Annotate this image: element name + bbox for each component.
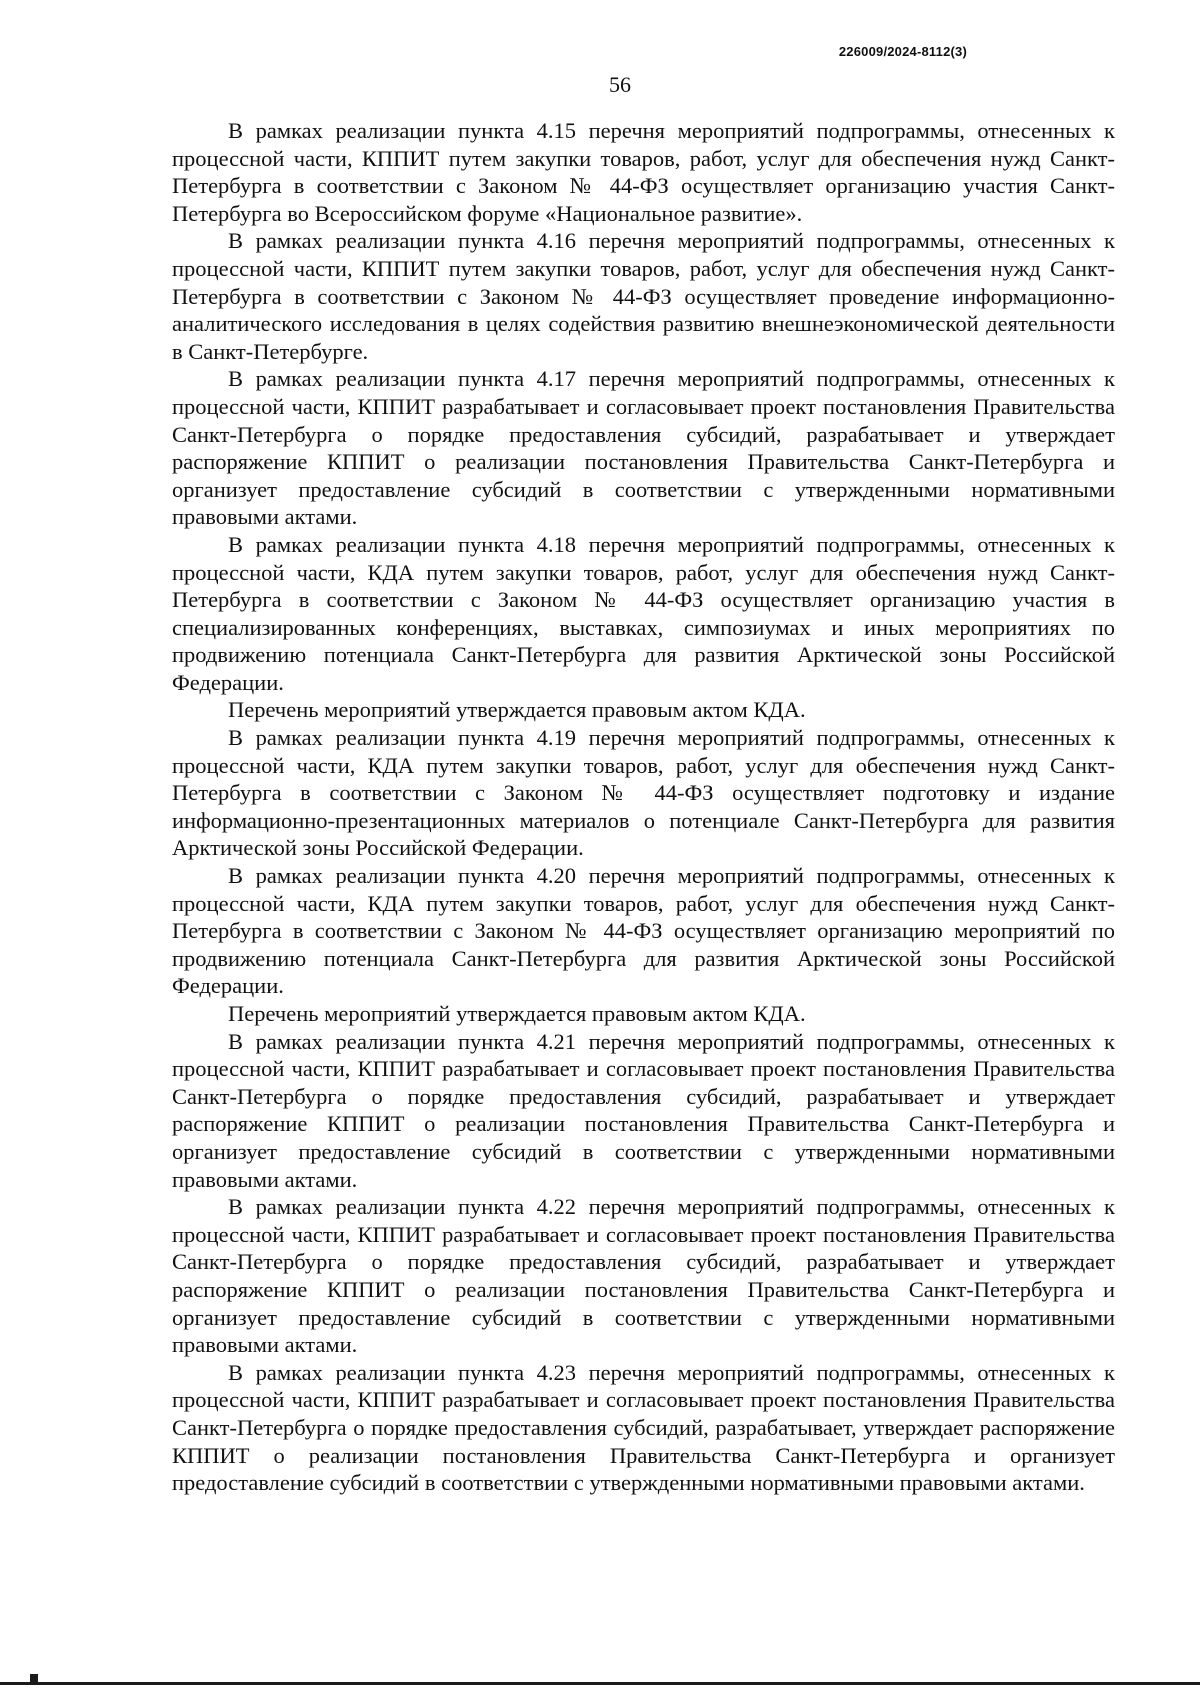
paragraph-4-17: В рамках реализации пункта 4.17 перечня мероприятий подпрограммы, отнесенных к процессной части, КППИТ разрабатывает и согласовывает проект постановления Правительства Санкт-Петербурга о порядке предоставления субсидий, разрабатывает и утверждает распоряжение КППИТ о реализации постановления Правительства Санкт-Петербурга и организует предоставление субсидий в соответствии с утвержденными нормативными правовыми актами.	[172, 366, 1115, 530]
paragraph-4-21: В рамках реализации пункта 4.21 перечня мероприятий подпрограммы, отнесенных к процессной части, КППИТ разрабатывает и согласовывает проект постановления Правительства Санкт-Петербурга о порядке предоставления субсидий, разрабатывает и утверждает распоряжение КППИТ о реализации постановления Правительства Санкт-Петербурга и организует предоставление субсидий в соответствии с утвержденными нормативными правовыми актами.	[172, 1028, 1115, 1192]
paragraph-4-19: В рамках реализации пункта 4.19 перечня мероприятий подпрограммы, отнесенных к процессной части, КДА путем закупки товаров, работ, услуг для обеспечения нужд Санкт-Петербурга в соответствии с Законом № 44-ФЗ осуществляет подготовку и издание информационно-презентационных материалов о потенциале Санкт-Петербурга для развития Арктической зоны Российской Федерации.	[172, 725, 1115, 861]
scan-bottom-edge	[0, 1682, 1200, 1685]
paragraph-events-list-kda: Перечень мероприятий утверждается правовым актом КДА.	[228, 697, 806, 723]
paragraph-4-23: В рамках реализации пункта 4.23 перечня мероприятий подпрограммы, отнесенных к процессной части, КППИТ разрабатывает и согласовывает проект постановления Правительства Санкт-Петербурга о порядке предоставления субсидий, разрабатывает, утверждает распоряжение КППИТ о реализации постановления Правительства Санкт-Петербурга и организует предоставление субсидий в соответствии с утвержденными нормативными правовыми актами.	[172, 1359, 1115, 1496]
paragraph-4-16: В рамках реализации пункта 4.16 перечня мероприятий подпрограммы, отнесенных к процессной части, КППИТ путем закупки товаров, работ, услуг для обеспечения нужд Санкт-Петербурга в соответствии с Законом № 44-ФЗ осуществляет проведение информационно-аналитического исследования в целях содействия развитию внешнеэкономической деятельности в Санкт-Петербурге.	[172, 228, 1115, 364]
document-number: 226009/2024-8112(3)	[838, 44, 967, 59]
paragraph-events-list-kda-2: Перечень мероприятий утверждается правовым актом КДА.	[228, 1001, 806, 1026]
document-body	[172, 117, 1115, 1497]
paragraph-4-15: В рамках реализации пункта 4.15 перечня мероприятий подпрограммы, отнесенных к процессной части, КППИТ путем закупки товаров, работ, услуг для обеспечения нужд Санкт-Петербурга в соответствии с Законом № 44-ФЗ осуществляет организацию участия Санкт-Петербурга во Всероссийском форуме «Национальное развитие».	[172, 118, 1115, 226]
paragraph-4-20: В рамках реализации пункта 4.20 перечня мероприятий подпрограммы, отнесенных к процессной части, КДА путем закупки товаров, работ, услуг для обеспечения нужд Санкт-Петербурга в соответствии с Законом № 44-ФЗ осуществляет организацию мероприятий по продвижению потенциала Санкт-Петербурга для развития Арктической зоны Российской Федерации.	[172, 863, 1115, 999]
paragraph-4-22: В рамках реализации пункта 4.22 перечня мероприятий подпрограммы, отнесенных к процессной части, КППИТ разрабатывает и согласовывает проект постановления Правительства Санкт-Петербурга о порядке предоставления субсидий, разрабатывает и утверждает распоряжение КППИТ о реализации постановления Правительства Санкт-Петербурга и организует предоставление субсидий в соответствии с утвержденными нормативными правовыми актами.	[172, 1194, 1115, 1358]
page-number	[0, 72, 1200, 98]
scan-edge-mark	[30, 1674, 38, 1682]
page-number-text: 56	[609, 72, 631, 97]
paragraph-4-18: В рамках реализации пункта 4.18 перечня мероприятий подпрограммы, отнесенных к процессной части, КДА путем закупки товаров, работ, услуг для обеспечения нужд Санкт-Петербурга в соответствии с Законом № 44-ФЗ осуществляет организацию участия в специализированных конференциях, выставках, симпозиумах и иных мероприятиях по продвижению потенциала Санкт-Петербурга для развития Арктической зоны Российской Федерации.	[172, 531, 1115, 695]
